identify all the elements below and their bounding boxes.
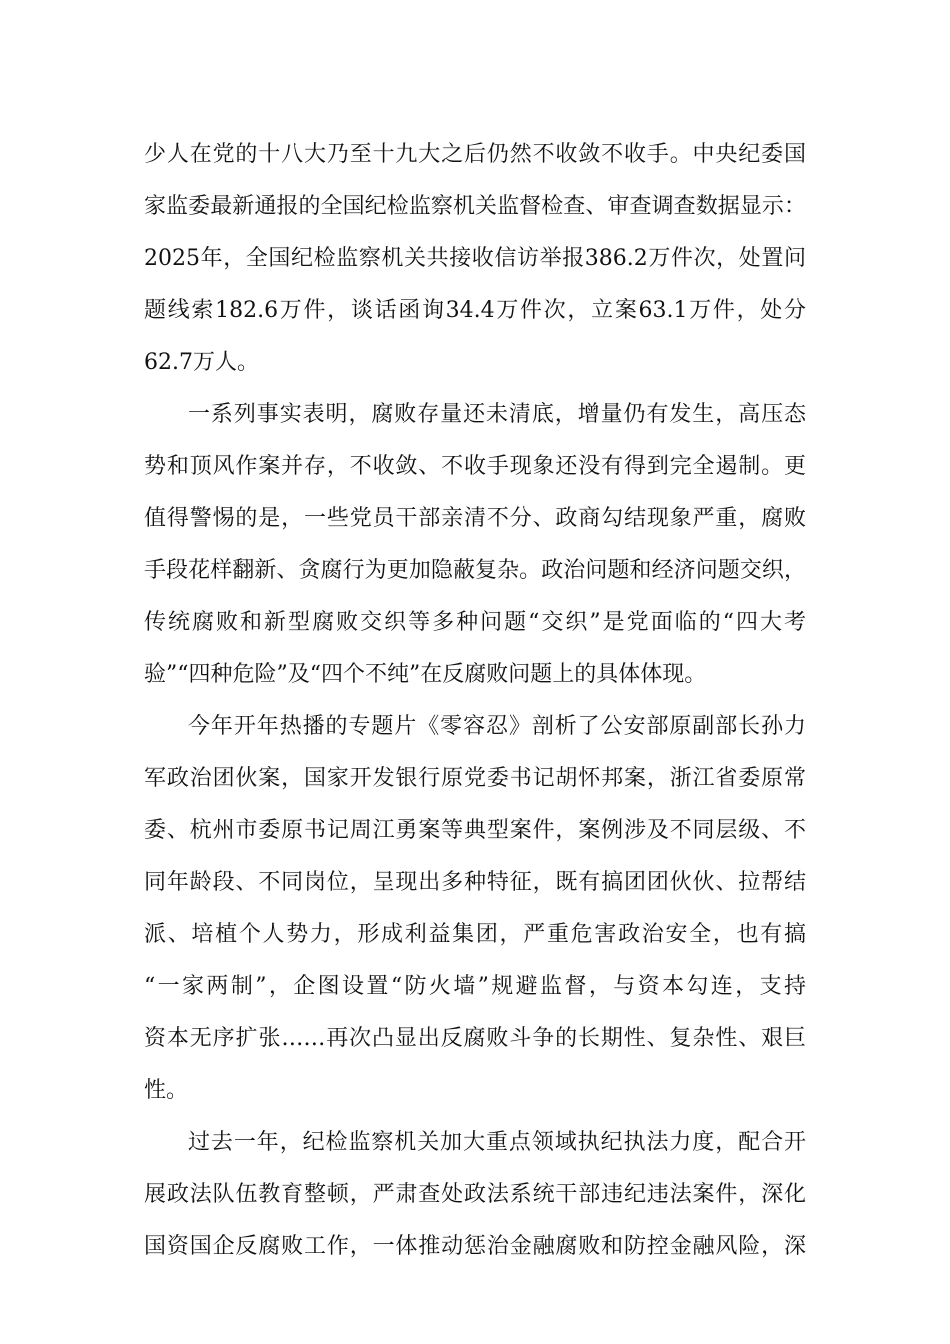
paragraph-3-line: 军政治团伙案，国家开发银行原党委书记胡怀邦案，浙江省委原常 [144, 766, 806, 791]
paragraph-3-line: 委、杭州市委原书记周江勇案等典型案件，案例涉及不同层级、不 [144, 818, 806, 843]
paragraph-1-line: 少人在党的十八大乃至十九大之后仍然不收敛不收手。中央纪委国 [144, 142, 806, 167]
paragraph-3-line: 派、培植个人势力，形成利益集团，严重危害政治安全，也有搞 [144, 922, 806, 947]
paragraph-4-line: 展政法队伍教育整顿，严肃查处政法系统干部违纪违法案件，深化 [144, 1182, 806, 1207]
paragraph-4-line: 过去一年，纪检监察机关加大重点领域执纪执法力度，配合开 [188, 1130, 806, 1155]
paragraph-3-line: “一家两制”，企图设置“防火墙”规避监督，与资本勾连，支持 [144, 974, 806, 999]
paragraph-3-line: 同年龄段、不同岗位，呈现出多种特征，既有搞团团伙伙、拉帮结 [144, 870, 806, 895]
paragraph-3-line: 性。 [144, 1078, 189, 1103]
paragraph-1-line: 62.7万人。 [144, 350, 259, 375]
paragraph-4-line: 国资国企反腐败工作，一体推动惩治金融腐败和防控金融风险，深 [144, 1234, 806, 1259]
paragraph-2-line: 传统腐败和新型腐败交织等多种问题“交织”是党面临的“四大考 [144, 610, 806, 635]
paragraph-3-line: 资本无序扩张……再次凸显出反腐败斗争的长期性、复杂性、艰巨 [144, 1026, 806, 1051]
paragraph-2-line: 一系列事实表明，腐败存量还未清底，增量仍有发生，高压态 [188, 402, 806, 427]
paragraph-2-line: 手段花样翻新、贪腐行为更加隐蔽复杂。政治问题和经济问题交织， [144, 558, 806, 583]
paragraph-1-line: 家监委最新通报的全国纪检监察机关监督检查、审查调查数据显示： [144, 194, 806, 219]
paragraph-2-line: 验”“四种危险”及“四个不纯”在反腐败问题上的具体体现。 [144, 662, 707, 687]
paragraph-3-line: 今年开年热播的专题片《零容忍》剖析了公安部原副部长孙力 [188, 714, 806, 739]
paragraph-1-line: 2025年，全国纪检监察机关共接收信访举报386.2万件次，处置问 [144, 246, 806, 271]
paragraph-2-line: 值得警惕的是，一些党员干部亲清不分、政商勾结现象严重，腐败 [144, 506, 806, 531]
paragraph-2-line: 势和顶风作案并存，不收敛、不收手现象还没有得到完全遏制。更 [144, 454, 806, 479]
paragraph-1-line: 题线索182.6万件，谈话函询34.4万件次，立案63.1万件，处分 [144, 298, 806, 323]
